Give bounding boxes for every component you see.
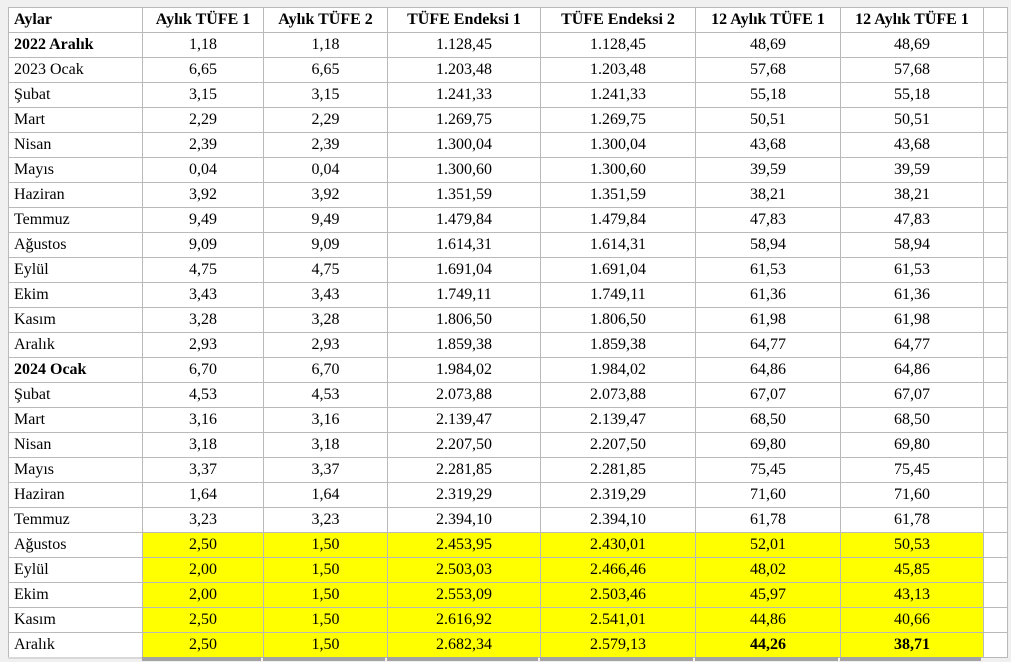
value-cell[interactable]: 45,85	[841, 558, 984, 583]
value-cell[interactable]: 3,16	[264, 408, 388, 433]
value-cell[interactable]: 1.203,48	[388, 58, 541, 83]
cutoff-next-row-edge	[8, 657, 1007, 662]
value-cell[interactable]: 1.300,60	[541, 158, 696, 183]
value-cell[interactable]: 0,04	[143, 158, 264, 183]
column-header-aylar[interactable]: Aylar	[9, 8, 143, 33]
value-cell[interactable]: 2,00	[143, 583, 264, 608]
value-cell[interactable]: 2,50	[143, 633, 264, 658]
empty-cell[interactable]	[984, 433, 1008, 458]
value-cell[interactable]: 2,29	[264, 108, 388, 133]
table-row	[9, 408, 1008, 433]
month-cell[interactable]: Şubat	[9, 383, 143, 408]
value-cell[interactable]: 43,13	[841, 583, 984, 608]
value-cell[interactable]: 69,80	[841, 433, 984, 458]
value-cell[interactable]: 3,18	[143, 433, 264, 458]
value-cell[interactable]: 1.351,59	[541, 183, 696, 208]
value-cell[interactable]: 3,43	[264, 283, 388, 308]
value-cell[interactable]: 64,77	[696, 333, 841, 358]
table-row	[9, 433, 1008, 458]
month-cell[interactable]: Ekim	[9, 583, 143, 608]
value-cell[interactable]: 1.300,60	[388, 158, 541, 183]
value-cell[interactable]: 50,51	[696, 108, 841, 133]
value-cell[interactable]: 40,66	[841, 608, 984, 633]
value-cell[interactable]: 38,21	[696, 183, 841, 208]
month-cell[interactable]: Mayıs	[9, 158, 143, 183]
value-cell[interactable]: 1.300,04	[541, 133, 696, 158]
value-cell[interactable]: 44,26	[696, 633, 841, 658]
empty-cell[interactable]	[984, 458, 1008, 483]
column-header-tufe-endeksi-1[interactable]: TÜFE Endeksi 1	[388, 8, 541, 33]
value-cell[interactable]: 39,59	[696, 158, 841, 183]
empty-cell[interactable]	[984, 358, 1008, 383]
month-cell[interactable]: Şubat	[9, 83, 143, 108]
value-cell[interactable]: 1.859,38	[388, 333, 541, 358]
value-cell[interactable]: 1.691,04	[388, 258, 541, 283]
month-cell[interactable]: Ekim	[9, 283, 143, 308]
empty-cell[interactable]	[984, 333, 1008, 358]
month-cell[interactable]: Ağustos	[9, 233, 143, 258]
value-cell[interactable]: 44,86	[696, 608, 841, 633]
value-cell[interactable]: 2.139,47	[541, 408, 696, 433]
month-cell[interactable]: Mart	[9, 408, 143, 433]
empty-cell[interactable]	[984, 408, 1008, 433]
value-cell[interactable]: 39,59	[841, 158, 984, 183]
column-header-12-aylik-tufe-1b[interactable]: 12 Aylık TÜFE 1	[841, 8, 984, 33]
value-cell[interactable]: 1,50	[264, 558, 388, 583]
value-cell[interactable]: 2.503,46	[541, 583, 696, 608]
month-cell[interactable]: 2023 Ocak	[9, 58, 143, 83]
value-cell[interactable]: 2,29	[143, 108, 264, 133]
value-cell[interactable]: 55,18	[696, 83, 841, 108]
value-cell[interactable]: 6,65	[143, 58, 264, 83]
empty-cell[interactable]	[984, 283, 1008, 308]
empty-cell[interactable]	[984, 183, 1008, 208]
value-cell[interactable]: 3,28	[264, 308, 388, 333]
month-cell[interactable]: Haziran	[9, 483, 143, 508]
value-cell[interactable]: 50,53	[841, 533, 984, 558]
value-cell[interactable]: 2.553,09	[388, 583, 541, 608]
value-cell[interactable]: 2.503,03	[388, 558, 541, 583]
value-cell[interactable]: 2.394,10	[388, 508, 541, 533]
empty-cell[interactable]	[984, 108, 1008, 133]
value-cell[interactable]: 1.241,33	[388, 83, 541, 108]
value-cell[interactable]: 2,00	[143, 558, 264, 583]
month-cell[interactable]: Aralık	[9, 633, 143, 658]
value-cell[interactable]: 3,92	[264, 183, 388, 208]
column-header-aylik-tufe-1[interactable]: Aylık TÜFE 1	[143, 8, 264, 33]
value-cell[interactable]: 2.394,10	[541, 508, 696, 533]
value-cell[interactable]: 2,50	[143, 608, 264, 633]
value-cell[interactable]: 1.269,75	[388, 108, 541, 133]
value-cell[interactable]: 2.207,50	[541, 433, 696, 458]
value-cell[interactable]: 68,50	[841, 408, 984, 433]
value-cell[interactable]: 50,51	[841, 108, 984, 133]
value-cell[interactable]: 71,60	[841, 483, 984, 508]
value-cell[interactable]: 1.614,31	[388, 233, 541, 258]
empty-cell[interactable]	[984, 58, 1008, 83]
table-row	[9, 508, 1008, 533]
header-row	[9, 8, 1008, 33]
value-cell[interactable]: 55,18	[841, 83, 984, 108]
value-cell[interactable]: 2.541,01	[541, 608, 696, 633]
value-cell[interactable]: 1,50	[264, 583, 388, 608]
column-header-tufe-endeksi-2[interactable]: TÜFE Endeksi 2	[541, 8, 696, 33]
value-cell[interactable]: 57,68	[696, 58, 841, 83]
value-cell[interactable]: 2.281,85	[541, 458, 696, 483]
month-cell[interactable]: Nisan	[9, 133, 143, 158]
value-cell[interactable]: 1.479,84	[388, 208, 541, 233]
value-cell[interactable]: 3,23	[264, 508, 388, 533]
table-row	[9, 233, 1008, 258]
value-cell[interactable]: 6,70	[264, 358, 388, 383]
value-cell[interactable]: 6,65	[264, 58, 388, 83]
value-cell[interactable]: 64,86	[841, 358, 984, 383]
table-row	[9, 58, 1008, 83]
empty-cell[interactable]	[984, 308, 1008, 333]
value-cell[interactable]: 3,16	[143, 408, 264, 433]
value-cell[interactable]: 57,68	[841, 58, 984, 83]
value-cell[interactable]: 1.749,11	[541, 283, 696, 308]
table-row	[9, 258, 1008, 283]
tufe-table	[8, 7, 1008, 658]
value-cell[interactable]: 43,68	[696, 133, 841, 158]
value-cell[interactable]: 47,83	[696, 208, 841, 233]
value-cell[interactable]: 64,86	[696, 358, 841, 383]
month-cell[interactable]: Aralık	[9, 333, 143, 358]
value-cell[interactable]: 61,36	[696, 283, 841, 308]
table-row	[9, 158, 1008, 183]
value-cell[interactable]: 75,45	[696, 458, 841, 483]
value-cell[interactable]: 52,01	[696, 533, 841, 558]
value-cell[interactable]: 4,53	[143, 383, 264, 408]
month-cell[interactable]: Temmuz	[9, 208, 143, 233]
empty-cell[interactable]	[984, 483, 1008, 508]
month-cell[interactable]: Nisan	[9, 433, 143, 458]
value-cell[interactable]: 4,75	[143, 258, 264, 283]
value-cell[interactable]: 67,07	[841, 383, 984, 408]
value-cell[interactable]: 2.466,46	[541, 558, 696, 583]
empty-cell[interactable]	[984, 258, 1008, 283]
value-cell[interactable]: 9,09	[143, 233, 264, 258]
value-cell[interactable]: 75,45	[841, 458, 984, 483]
value-cell[interactable]: 1,50	[264, 533, 388, 558]
empty-cell[interactable]	[984, 83, 1008, 108]
column-header-aylik-tufe-2[interactable]: Aylık TÜFE 2	[264, 8, 388, 33]
month-cell[interactable]: Ağustos	[9, 533, 143, 558]
value-cell[interactable]: 2.139,47	[388, 408, 541, 433]
value-cell[interactable]: 0,04	[264, 158, 388, 183]
value-cell[interactable]: 1.984,02	[541, 358, 696, 383]
empty-cell[interactable]	[984, 533, 1008, 558]
value-cell[interactable]: 3,37	[264, 458, 388, 483]
empty-cell[interactable]	[984, 33, 1008, 58]
empty-cell[interactable]	[984, 508, 1008, 533]
value-cell[interactable]: 2.319,29	[541, 483, 696, 508]
value-cell[interactable]: 1,50	[264, 633, 388, 658]
value-cell[interactable]: 9,49	[143, 208, 264, 233]
empty-cell[interactable]	[984, 583, 1008, 608]
value-cell[interactable]: 3,37	[143, 458, 264, 483]
table-row	[9, 633, 1008, 658]
value-cell[interactable]: 3,92	[143, 183, 264, 208]
value-cell[interactable]: 9,49	[264, 208, 388, 233]
value-cell[interactable]: 47,83	[841, 208, 984, 233]
table-row	[9, 283, 1008, 308]
value-cell[interactable]: 2.207,50	[388, 433, 541, 458]
value-cell[interactable]: 3,15	[264, 83, 388, 108]
value-cell[interactable]: 6,70	[143, 358, 264, 383]
table-row	[9, 558, 1008, 583]
value-cell[interactable]: 61,98	[841, 308, 984, 333]
value-cell[interactable]: 38,71	[841, 633, 984, 658]
month-cell[interactable]: 2024 Ocak	[9, 358, 143, 383]
table-row	[9, 358, 1008, 383]
value-cell[interactable]: 1.351,59	[388, 183, 541, 208]
value-cell[interactable]: 3,43	[143, 283, 264, 308]
month-cell[interactable]: Kasım	[9, 308, 143, 333]
value-cell[interactable]: 38,21	[841, 183, 984, 208]
value-cell[interactable]: 1.128,45	[388, 33, 541, 58]
table-row	[9, 33, 1008, 58]
table-row	[9, 383, 1008, 408]
value-cell[interactable]: 2,50	[143, 533, 264, 558]
value-cell[interactable]: 61,36	[841, 283, 984, 308]
value-cell[interactable]: 2,93	[264, 333, 388, 358]
spreadsheet	[8, 7, 1008, 658]
value-cell[interactable]: 3,28	[143, 308, 264, 333]
value-cell[interactable]: 61,53	[696, 258, 841, 283]
value-cell[interactable]: 1.614,31	[541, 233, 696, 258]
table-row	[9, 533, 1008, 558]
column-header-12-aylik-tufe-1a[interactable]: 12 Aylık TÜFE 1	[696, 8, 841, 33]
value-cell[interactable]: 1.241,33	[541, 83, 696, 108]
table-row	[9, 608, 1008, 633]
value-cell[interactable]: 9,09	[264, 233, 388, 258]
table-row	[9, 333, 1008, 358]
value-cell[interactable]: 3,15	[143, 83, 264, 108]
empty-cell[interactable]	[984, 233, 1008, 258]
value-cell[interactable]: 48,69	[696, 33, 841, 58]
value-cell[interactable]: 4,53	[264, 383, 388, 408]
value-cell[interactable]: 2,39	[143, 133, 264, 158]
table-row	[9, 458, 1008, 483]
value-cell[interactable]: 45,97	[696, 583, 841, 608]
value-cell[interactable]: 1.749,11	[388, 283, 541, 308]
table-row	[9, 83, 1008, 108]
value-cell[interactable]: 67,07	[696, 383, 841, 408]
value-cell[interactable]: 43,68	[841, 133, 984, 158]
value-cell[interactable]: 3,23	[143, 508, 264, 533]
month-cell[interactable]: Mayıs	[9, 458, 143, 483]
value-cell[interactable]: 58,94	[696, 233, 841, 258]
empty-cell[interactable]	[984, 158, 1008, 183]
value-cell[interactable]: 58,94	[841, 233, 984, 258]
value-cell[interactable]: 1.806,50	[388, 308, 541, 333]
value-cell[interactable]: 48,02	[696, 558, 841, 583]
table-row	[9, 183, 1008, 208]
month-cell[interactable]: Temmuz	[9, 508, 143, 533]
table-row	[9, 208, 1008, 233]
value-cell[interactable]: 2.682,34	[388, 633, 541, 658]
value-cell[interactable]: 2.073,88	[541, 383, 696, 408]
value-cell[interactable]: 2,39	[264, 133, 388, 158]
empty-column-header[interactable]	[984, 8, 1008, 33]
value-cell[interactable]: 1,18	[143, 33, 264, 58]
value-cell[interactable]: 1,64	[143, 483, 264, 508]
value-cell[interactable]: 1,64	[264, 483, 388, 508]
value-cell[interactable]: 1.984,02	[388, 358, 541, 383]
table-row	[9, 483, 1008, 508]
value-cell[interactable]: 61,53	[841, 258, 984, 283]
empty-cell[interactable]	[984, 208, 1008, 233]
value-cell[interactable]: 2.319,29	[388, 483, 541, 508]
empty-cell[interactable]	[984, 133, 1008, 158]
value-cell[interactable]: 2.073,88	[388, 383, 541, 408]
value-cell[interactable]: 61,78	[841, 508, 984, 533]
value-cell[interactable]: 61,98	[696, 308, 841, 333]
empty-cell[interactable]	[984, 633, 1008, 658]
value-cell[interactable]: 2.616,92	[388, 608, 541, 633]
table-row	[9, 583, 1008, 608]
month-cell[interactable]: Mart	[9, 108, 143, 133]
value-cell[interactable]: 1.269,75	[541, 108, 696, 133]
month-cell[interactable]: Eylül	[9, 258, 143, 283]
month-cell[interactable]: Haziran	[9, 183, 143, 208]
value-cell[interactable]: 1,50	[264, 608, 388, 633]
month-cell[interactable]: Kasım	[9, 608, 143, 633]
value-cell[interactable]: 1.806,50	[541, 308, 696, 333]
value-cell[interactable]: 3,18	[264, 433, 388, 458]
value-cell[interactable]: 2.579,13	[541, 633, 696, 658]
value-cell[interactable]: 68,50	[696, 408, 841, 433]
empty-cell[interactable]	[984, 383, 1008, 408]
value-cell[interactable]: 1.300,04	[388, 133, 541, 158]
value-cell[interactable]: 64,77	[841, 333, 984, 358]
value-cell[interactable]: 1,18	[264, 33, 388, 58]
value-cell[interactable]: 1.203,48	[541, 58, 696, 83]
value-cell[interactable]: 1.128,45	[541, 33, 696, 58]
table-row	[9, 308, 1008, 333]
value-cell[interactable]: 2.281,85	[388, 458, 541, 483]
table-row	[9, 133, 1008, 158]
empty-cell[interactable]	[984, 558, 1008, 583]
value-cell[interactable]: 48,69	[841, 33, 984, 58]
value-cell[interactable]: 69,80	[696, 433, 841, 458]
value-cell[interactable]: 1.479,84	[541, 208, 696, 233]
value-cell[interactable]: 2.430,01	[541, 533, 696, 558]
table-row	[9, 108, 1008, 133]
value-cell[interactable]: 2,93	[143, 333, 264, 358]
value-cell[interactable]: 4,75	[264, 258, 388, 283]
value-cell[interactable]: 71,60	[696, 483, 841, 508]
empty-cell[interactable]	[984, 608, 1008, 633]
month-cell[interactable]: 2022 Aralık	[9, 33, 143, 58]
value-cell[interactable]: 1.859,38	[541, 333, 696, 358]
value-cell[interactable]: 1.691,04	[541, 258, 696, 283]
value-cell[interactable]: 2.453,95	[388, 533, 541, 558]
value-cell[interactable]: 61,78	[696, 508, 841, 533]
month-cell[interactable]: Eylül	[9, 558, 143, 583]
